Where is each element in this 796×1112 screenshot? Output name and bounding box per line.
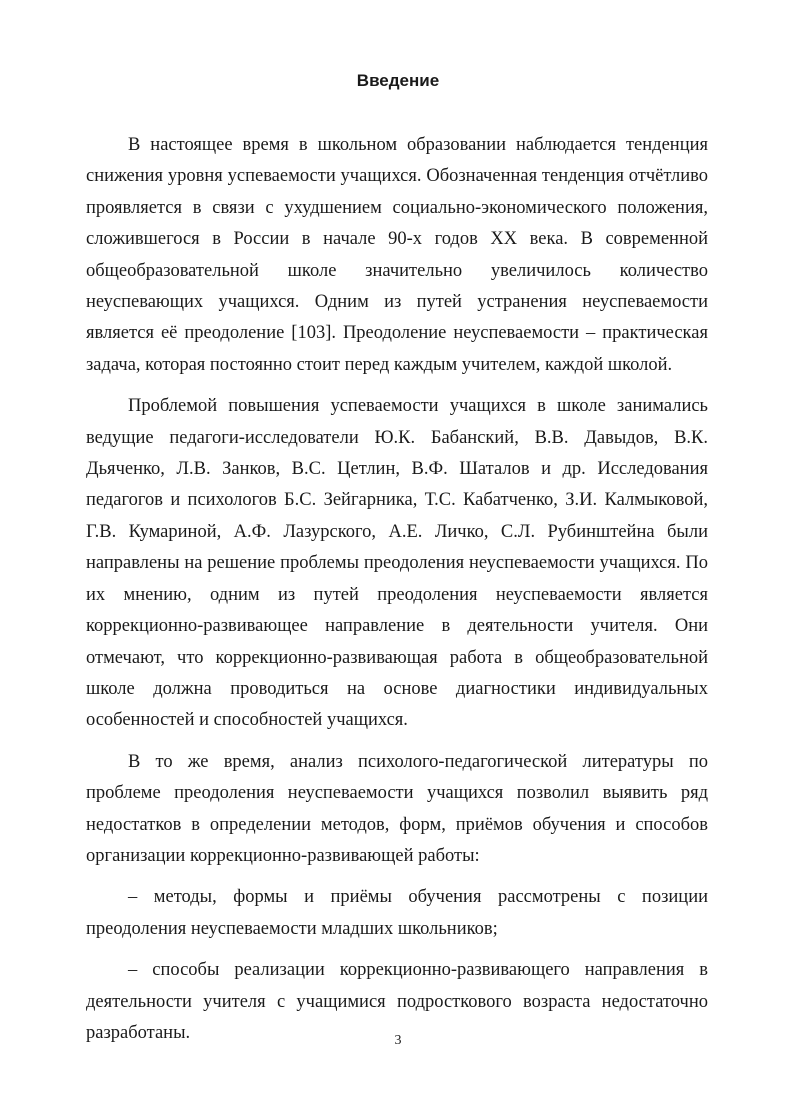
paragraph-researchers: Проблемой повышения успеваемости учащихся в школе занимались ведущие педагоги-исследователи Ю.К. Бабанский, В.В. Давыдов, В.К. Дьяченко, Л.В. Занков, В.С. Цетлин, В.Ф. Шаталов и др. Исследования педагогов и психологов Б.С. Зейгарника, Т.С. Кабатченко, З.И. Калмыковой, Г.В. Кумариной, А.Ф. Лазурского, А.Е. Личко, С.Л. Рубинштейна были направлены на решение проблемы преодоления неуспеваемости учащихся. По их мнению, одним из путей преодоления неуспеваемости является коррекционно-развивающее направление в деятельности учителя. Они отмечают, что коррекционно-развивающая работа в общеобразовательной школе должна проводиться на основе диагностики индивидуальных особенностей и способностей учащихся.: [86, 396, 708, 731]
paragraph-intro: В настоящее время в школьном образовании наблюдается тенденция снижения уровня успеваемости учащихся. Обозначенная тенденция отчётливо проявляется в связи с ухудшением социально-экономического положения, сложившегося в России в начале 90-х годов XX века. В современной общеобразовательной школе значительно увеличилось количество неуспевающих учащихся. Одним из путей устранения неуспеваемости является её преодоление [103]. Преодоление неуспеваемости – практическая задача, которая постоянно стоит перед каждым учителем, каждой школой.: [86, 135, 708, 375]
page-number: 3: [394, 1033, 402, 1048]
paragraph-analysis: В то же время, анализ психолого-педагогической литературы по проблеме преодоления неуспеваемости учащихся позволил выявить ряд недостатков в определении методов, форм, приёмов обучения и способов организации коррекционно-развивающей работы:: [86, 751, 708, 866]
document-body: [86, 130, 708, 1049]
page-title: Введение: [356, 71, 440, 90]
list-item-ways: – способы реализации коррекционно-развивающего направления в деятельности учителя с учащимися подросткового возраста недостаточно разработаны.: [86, 960, 708, 1043]
list-item-methods: – методы, формы и приёмы обучения рассмотрены с позиции преодоления неуспеваемости младших школьников;: [86, 887, 708, 939]
